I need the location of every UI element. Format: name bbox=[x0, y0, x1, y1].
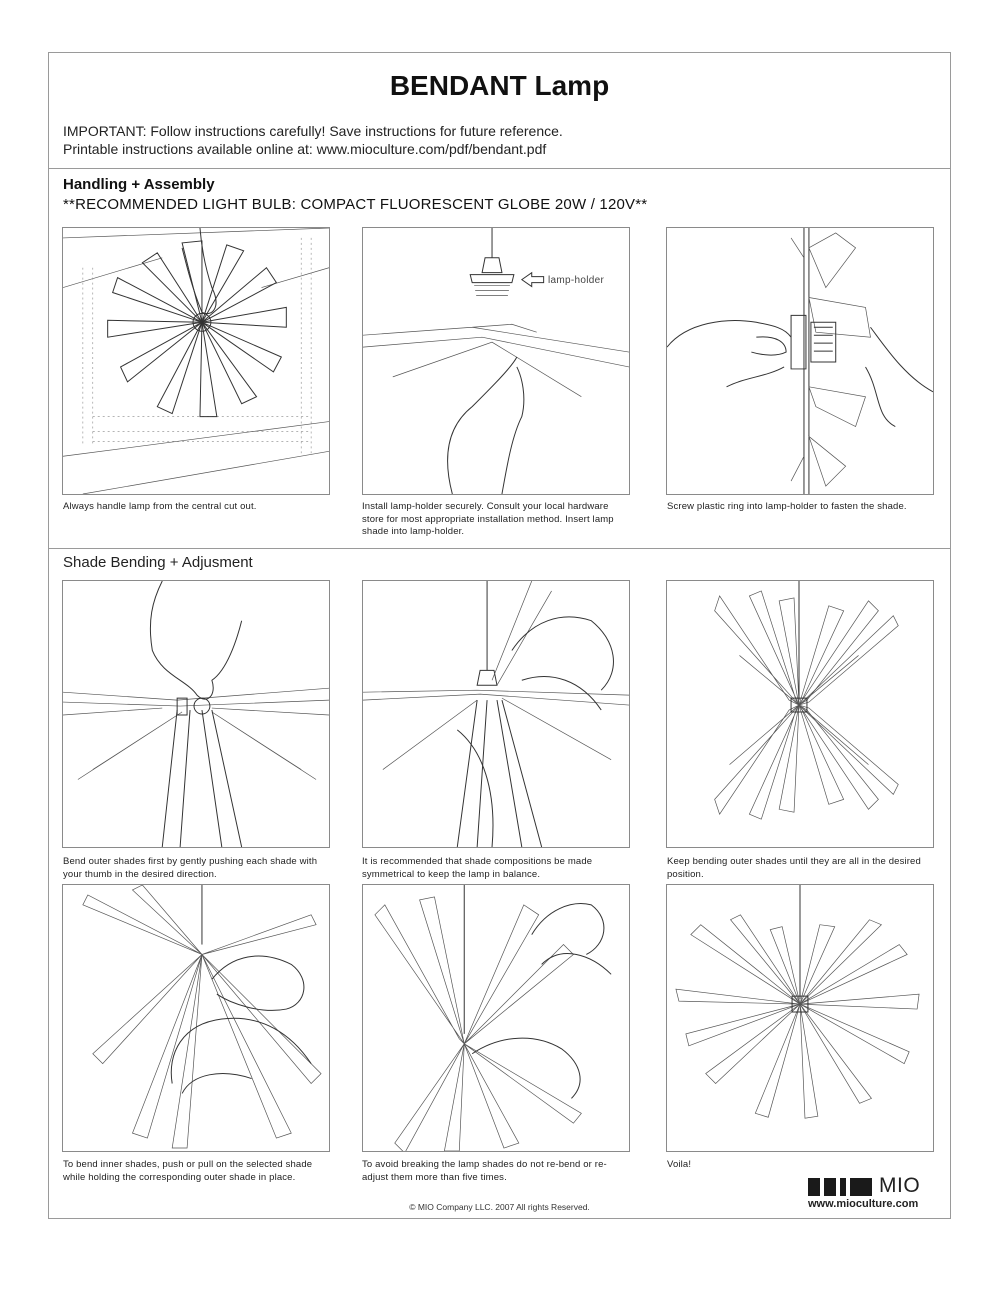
bending-caption-2: It is recommended that shade compositions be made symmetrical to keep the lamp in balance. bbox=[362, 856, 593, 880]
bending-caption-1: Bend outer shades first by gently pushing each shade with your thumb in the desired direction. bbox=[63, 856, 318, 880]
finished-lamp-illustration bbox=[667, 885, 933, 1151]
avoid-rebending-illustration bbox=[363, 885, 629, 1151]
important-line-2: Printable instructions available online at: www.mioculture.com/pdf/bendant.pdf bbox=[63, 141, 547, 157]
bending-illustration-5 bbox=[362, 884, 630, 1152]
important-line-1: IMPORTANT: Follow instructions carefully! Save instructions for future reference. bbox=[63, 123, 563, 139]
important-notice bbox=[63, 122, 563, 158]
logo-block-3 bbox=[840, 1178, 846, 1196]
bending-heading: Shade Bending + Adjusment bbox=[63, 554, 253, 571]
logo-block-1 bbox=[808, 1178, 820, 1196]
bend-outer-shades-illustration bbox=[63, 581, 329, 847]
outer-shades-position-illustration bbox=[667, 581, 933, 847]
bending-illustration-4 bbox=[62, 884, 330, 1152]
logo-block-2 bbox=[824, 1178, 836, 1196]
bending-illustration-2 bbox=[362, 580, 630, 848]
assembly-heading: Handling + Assembly bbox=[63, 176, 215, 193]
bending-caption-4: To bend inner shades, push or pull on the selected shade while holding the corresponding outer shade in place. bbox=[63, 1159, 313, 1183]
symmetrical-shades-illustration bbox=[363, 581, 629, 847]
assembly-caption-3: Screw plastic ring into lamp-holder to fasten the shade. bbox=[667, 501, 907, 512]
bending-illustration-6 bbox=[666, 884, 934, 1152]
logo-block-4 bbox=[850, 1178, 872, 1196]
screw-ring-illustration bbox=[667, 228, 933, 494]
website-url: www.mioculture.com bbox=[808, 1198, 919, 1210]
bend-inner-shades-illustration bbox=[63, 885, 329, 1151]
assembly-illustration-3 bbox=[666, 227, 934, 495]
assembly-caption-1: Always handle lamp from the central cut out. bbox=[63, 501, 257, 512]
logo-word: MIO bbox=[879, 1174, 921, 1197]
header-divider bbox=[48, 168, 951, 169]
bending-caption-6: Voila! bbox=[667, 1159, 692, 1170]
assembly-illustration-2 bbox=[362, 227, 630, 495]
section-divider bbox=[48, 548, 951, 549]
handle-lamp-illustration bbox=[63, 228, 329, 494]
page-title: BENDANT Lamp bbox=[389, 70, 610, 101]
assembly-caption-2: Install lamp-holder securely. Consult your local hardware store for most appropriate installation method. Insert lamp shade into lamp-holder. bbox=[362, 501, 614, 537]
install-lamp-holder-illustration bbox=[363, 228, 629, 494]
bulb-recommendation: **RECOMMENDED LIGHT BULB: COMPACT FLUORESCENT GLOBE 20W / 120V** bbox=[63, 196, 648, 213]
bending-caption-3: Keep bending outer shades until they are all in the desired position. bbox=[667, 856, 921, 880]
copyright-notice: © MIO Company LLC. 2007 All rights Reserved. bbox=[409, 1202, 590, 1212]
lamp-holder-label: lamp-holder bbox=[548, 275, 605, 286]
bending-illustration-3 bbox=[666, 580, 934, 848]
bending-caption-5: To avoid breaking the lamp shades do not re-bend or re-adjust them more than five times. bbox=[362, 1159, 607, 1183]
assembly-illustration-1 bbox=[62, 227, 330, 495]
bending-illustration-1 bbox=[62, 580, 330, 848]
mio-logo bbox=[808, 1170, 920, 1196]
